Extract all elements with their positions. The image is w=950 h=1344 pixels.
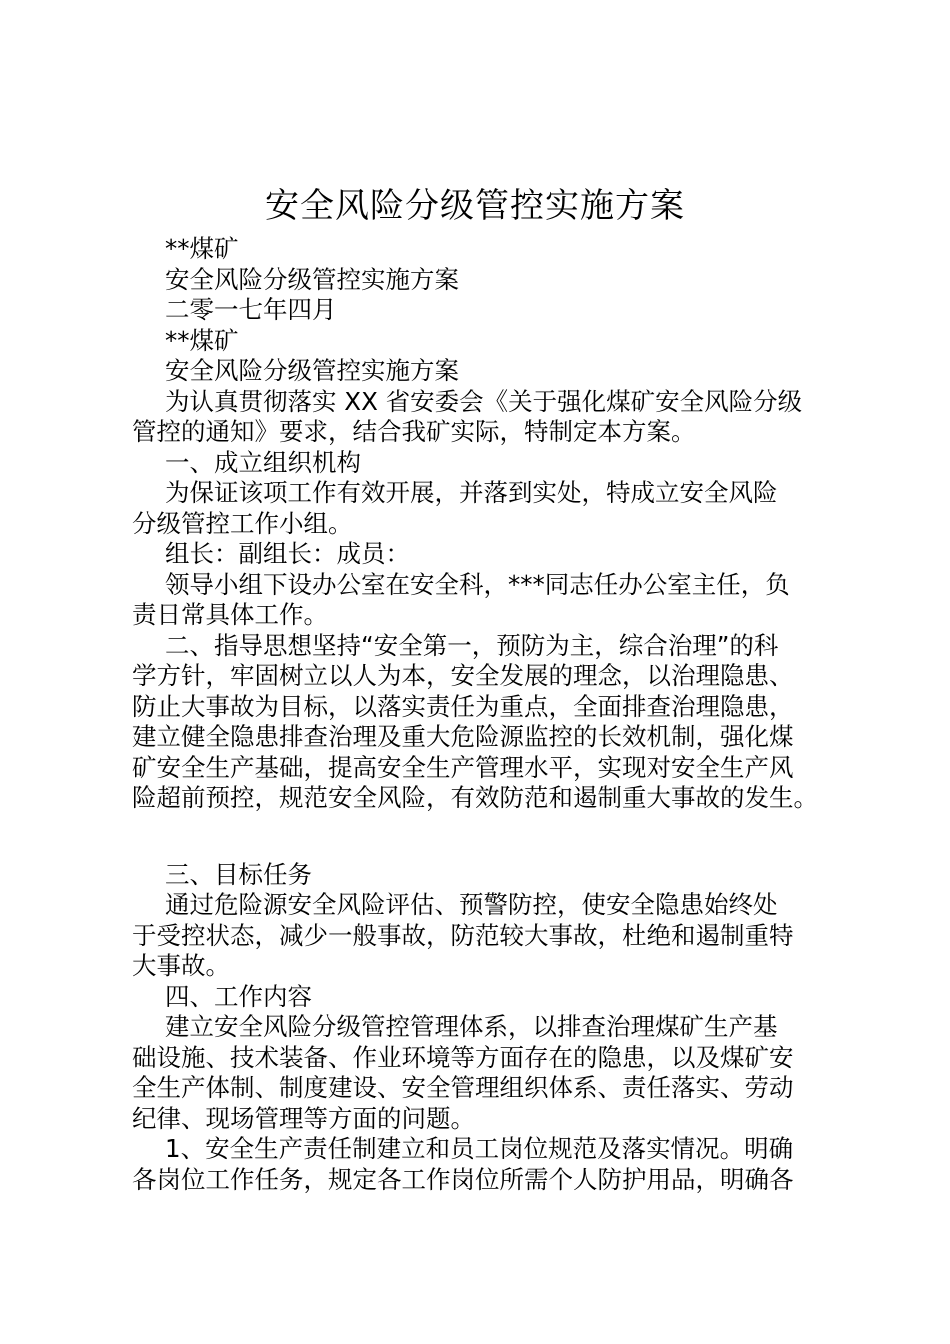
- paragraph-line: 防止大事故为目标，以落实责任为重点，全面排查治理隐患，: [132, 691, 794, 721]
- paragraph-line: 建立安全风险分级管控管理体系，以排查治理煤矿生产基: [165, 1012, 778, 1041]
- paragraph-line: 责日常具体工作。: [132, 600, 328, 629]
- paragraph-line: 组长：副组长：成员：: [165, 539, 410, 568]
- document-title: 安全风险分级管控实施方案: [265, 186, 685, 226]
- paragraph-line: 大事故。: [132, 951, 230, 980]
- paragraph-line: 础设施、技术装备、作业环境等方面存在的隐患，以及煤矿安: [132, 1042, 794, 1072]
- paragraph-line: 分级管控工作小组。: [132, 508, 353, 538]
- paragraph-line: 通过危险源安全风险评估、预警防控，使安全隐患始终处: [165, 890, 778, 919]
- paragraph-line: 矿安全生产基础，提高安全生产管理水平，实现对安全生产风: [132, 752, 794, 782]
- paragraph-line: 为认真贯彻落实 XX 省安委会《关于强化煤矿安全风险分级: [165, 386, 803, 416]
- subtitle-date: 二零一七年四月: [165, 295, 337, 324]
- subtitle-mine-name-2: **煤矿: [165, 325, 239, 355]
- paragraph-line: 学方针，牢固树立以人为本，安全发展的理念，以治理隐患、: [132, 661, 794, 690]
- section-heading: 三、目标任务: [165, 859, 312, 889]
- subtitle-plan-name: 安全风险分级管控实施方案: [165, 264, 459, 294]
- paragraph-spacer: [132, 814, 832, 860]
- paragraph-line: 为保证该项工作有效开展，并落到实处，特成立安全风险: [165, 478, 778, 507]
- paragraph-line: 领导小组下设办公室在安全科，***同志任办公室主任，负: [165, 569, 790, 599]
- paragraph-line: 建立健全隐患排查治理及重大危险源监控的长效机制，强化煤: [132, 722, 794, 751]
- paragraph-line: 全生产体制、制度建设、安全管理组织体系、责任落实、劳动: [132, 1073, 794, 1102]
- paragraph-line: 二、指导思想坚持“安全第一，预防为主，综合治理”的科: [165, 630, 779, 660]
- section-heading: 一、成立组织机构: [165, 447, 361, 477]
- paragraph-line: 1、安全生产责任制建立和员工岗位规范及落实情况。明确: [165, 1134, 794, 1163]
- paragraph-line: 于受控状态，减少一般事故，防范较大事故，杜绝和遏制重特: [132, 920, 794, 950]
- paragraph-line: 纪律、现场管理等方面的问题。: [132, 1103, 475, 1133]
- subtitle-plan-name-2: 安全风险分级管控实施方案: [165, 356, 459, 385]
- paragraph-line: 险超前预控，规范安全风险，有效防范和遏制重大事故的发生。: [132, 783, 818, 812]
- subtitle-mine-name: **煤矿: [165, 234, 239, 263]
- paragraph-line: 管控的通知》要求，结合我矿实际，特制定本方案。: [132, 417, 696, 446]
- paragraph-line: 各岗位工作任务，规定各工作岗位所需个人防护用品，明确各: [132, 1164, 794, 1194]
- section-heading: 四、工作内容: [165, 981, 312, 1011]
- document-body: [132, 234, 832, 1195]
